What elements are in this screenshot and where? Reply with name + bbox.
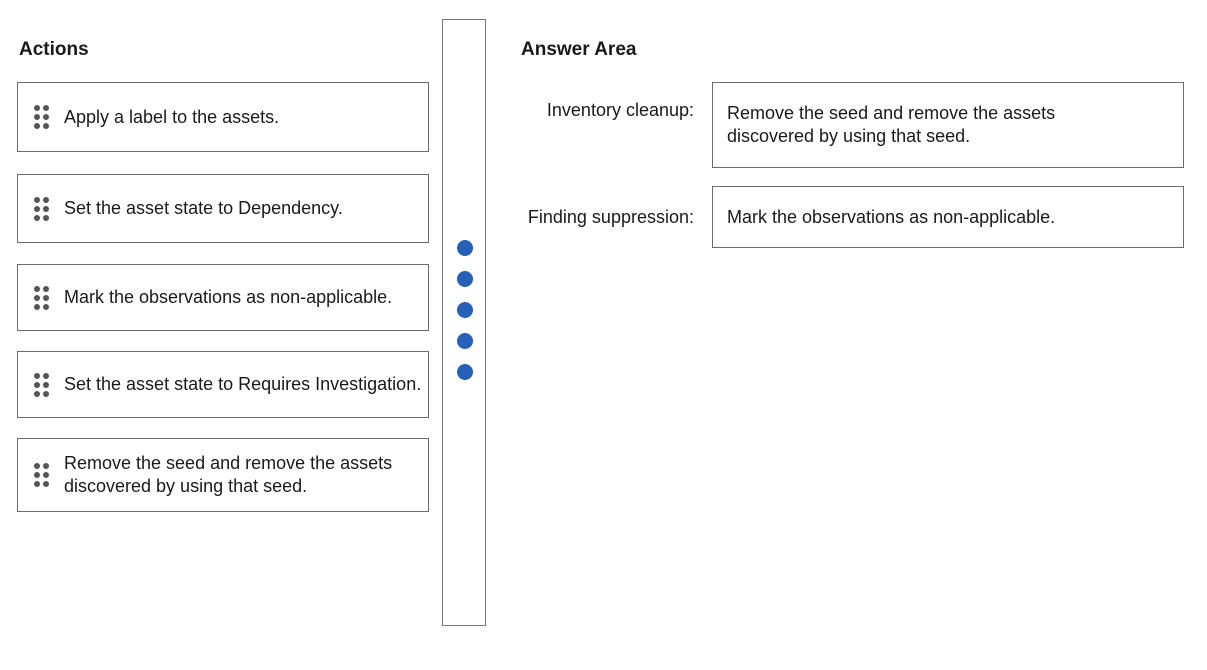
action-item-remove-seed[interactable] (17, 438, 429, 512)
drag-handle-icon[interactable] (34, 104, 48, 130)
answer-slot-inventory-cleanup[interactable] (712, 82, 1184, 168)
action-item-apply-label[interactable] (17, 82, 429, 152)
panel-divider (442, 19, 486, 626)
drag-handle-icon[interactable] (34, 372, 48, 398)
answer-slot-finding-suppression[interactable] (712, 186, 1184, 248)
answer-area-heading: Answer Area (521, 39, 637, 60)
action-item-state-dependency[interactable] (17, 174, 429, 243)
dot-icon (457, 240, 473, 256)
drag-handle-icon[interactable] (34, 196, 48, 222)
answer-label-finding-suppression: Finding suppression: (527, 207, 694, 227)
action-item-label: Mark the observations as non-applicable. (64, 287, 393, 307)
action-item-label: Set the asset state to Dependency. (64, 198, 343, 218)
answer-slot-text: Remove the seed and remove the assets discovered by using that seed. (727, 103, 1056, 146)
action-item-mark-non-applicable[interactable] (17, 264, 429, 331)
dot-icon (457, 364, 473, 380)
answer-slot-text: Mark the observations as non-applicable. (727, 206, 1056, 227)
actions-heading: Actions (19, 39, 89, 60)
dot-icon (457, 271, 473, 287)
action-item-label: Remove the seed and remove the assets discovered by using that seed. (64, 453, 393, 496)
drag-handle-icon[interactable] (34, 462, 48, 488)
drag-handle-icon[interactable] (34, 285, 48, 311)
action-item-label: Set the asset state to Requires Investigation. (64, 374, 422, 394)
dot-icon (457, 333, 473, 349)
dot-icon (457, 302, 473, 318)
action-item-label: Apply a label to the assets. (64, 106, 280, 127)
answer-label-inventory-cleanup: Inventory cleanup: (546, 100, 694, 120)
action-item-state-requires-investigation[interactable] (17, 351, 429, 418)
